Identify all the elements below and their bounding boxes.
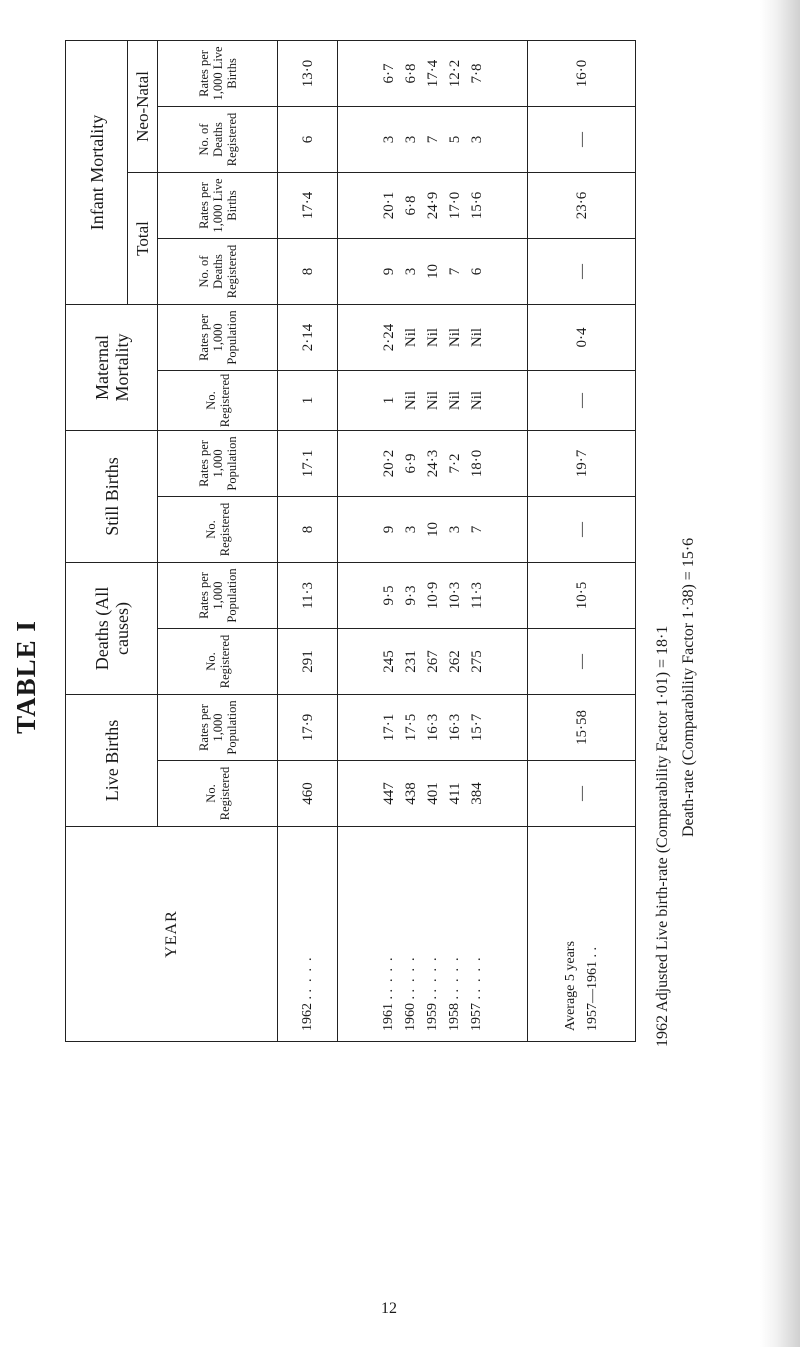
infant-total-rate-avg: 23·6: [528, 172, 636, 238]
neo-natal-no-cell: 6: [278, 106, 338, 172]
infant-total-no-block: 9 3 10 7 6: [338, 238, 528, 304]
still-births-no-block: 9 3 10 3 7: [338, 496, 528, 562]
infant-total-header: Total: [128, 172, 158, 304]
table-row-average: [528, 40, 636, 1041]
still-births-no-cell: 8: [278, 496, 338, 562]
live-births-rate-cell: 17·9: [278, 695, 338, 761]
still-births-header: Still Births: [66, 430, 158, 562]
live-births-no-avg: —: [528, 761, 636, 827]
neo-natal-no-header: No. of Deaths Registered: [158, 106, 278, 172]
maternal-no-header: No. Registered: [158, 370, 278, 430]
infant-total-no-avg: —: [528, 238, 636, 304]
deaths-no-header: No. Registered: [158, 629, 278, 695]
live-births-rate-block: 17·1 17·5 16·3 16·3 15·7: [338, 695, 528, 761]
neo-natal-no-avg: —: [528, 106, 636, 172]
average-year-cell: Average 5 years 1957—1961 . .: [528, 827, 636, 1042]
table-row: [278, 40, 338, 1041]
deaths-no-cell: 291: [278, 629, 338, 695]
still-births-no-avg: —: [528, 496, 636, 562]
infant-total-rate-block: 20·1 6·8 24·9 17·0 15·6: [338, 172, 528, 238]
infant-mortality-header: Infant Mortality: [66, 40, 128, 304]
infant-total-rate-header: Rates per 1,000 Live Births: [158, 172, 278, 238]
year-cell: 1962 . . . . .: [278, 827, 338, 1042]
still-births-rate-header: Rates per 1,000 Population: [158, 430, 278, 496]
deaths-no-block: 245 231 267 262 275: [338, 629, 528, 695]
maternal-rate-avg: 0·4: [528, 304, 636, 370]
footnote-death-rate: Death-rate (Comparability Factor 1·38) = 15·6: [680, 537, 697, 837]
neo-natal-no-block: 3 3 7 5 3: [338, 106, 528, 172]
footnotes: [650, 47, 702, 1047]
neo-natal-header: Neo-Natal: [128, 40, 158, 172]
infant-total-no-cell: 8: [278, 238, 338, 304]
maternal-mortality-header: Maternal Mortality: [66, 304, 158, 430]
deaths-rate-header: Rates per 1,000 Population: [158, 562, 278, 628]
deaths-rate-avg: 10·5: [528, 562, 636, 628]
deaths-no-avg: —: [528, 629, 636, 695]
deaths-rate-cell: 11·3: [278, 562, 338, 628]
deaths-rate-block: 9·5 9·3 10·9 10·3 11·3: [338, 562, 528, 628]
year-cell-block: 1961 . . . . . 1960 . . . . . 1959 . . . . . 1958 . . . . . 1957 . . . . .: [338, 827, 528, 1042]
infant-total-no-header: No. of Deaths Registered: [158, 238, 278, 304]
table-title: TABLE I: [11, 620, 41, 734]
live-births-header: Live Births: [66, 695, 158, 827]
maternal-no-cell: 1: [278, 370, 338, 430]
still-births-rate-avg: 19·7: [528, 430, 636, 496]
neo-natal-rate-block: 6·7 6·8 17·4 12·2 7·8: [338, 40, 528, 106]
table-row: [338, 40, 528, 1041]
maternal-no-block: 1 Nil Nil Nil Nil: [338, 370, 528, 430]
live-births-no-block: 447 438 401 411 384: [338, 761, 528, 827]
live-births-no-cell: 460: [278, 761, 338, 827]
infant-total-rate-cell: 17·4: [278, 172, 338, 238]
live-births-rate-avg: 15·58: [528, 695, 636, 761]
maternal-no-avg: —: [528, 370, 636, 430]
still-births-rate-cell: 17·1: [278, 430, 338, 496]
maternal-rate-header: Rates per 1,000 Population: [158, 304, 278, 370]
maternal-rate-block: 2·24 Nil Nil Nil Nil: [338, 304, 528, 370]
still-births-no-header: No. Registered: [158, 496, 278, 562]
statistics-table: [65, 40, 636, 1042]
footnote-birth-rate: 1962 Adjusted Live birth-rate (Comparability Factor 1·01) = 18·1: [654, 625, 671, 1047]
live-births-no-header: No. Registered: [158, 761, 278, 827]
deaths-header: Deaths (All causes): [66, 562, 158, 694]
neo-natal-rate-avg: 16·0: [528, 40, 636, 106]
year-header: YEAR: [66, 827, 278, 1042]
maternal-rate-cell: 2·14: [278, 304, 338, 370]
live-births-rate-header: Rates per 1,000 Population: [158, 695, 278, 761]
neo-natal-rate-cell: 13·0: [278, 40, 338, 106]
page-number: 12: [381, 1300, 397, 1317]
still-births-rate-block: 20·2 6·9 24·3 7·2 18·0: [338, 430, 528, 496]
neo-natal-rate-header: Rates per 1,000 Live Births: [158, 40, 278, 106]
